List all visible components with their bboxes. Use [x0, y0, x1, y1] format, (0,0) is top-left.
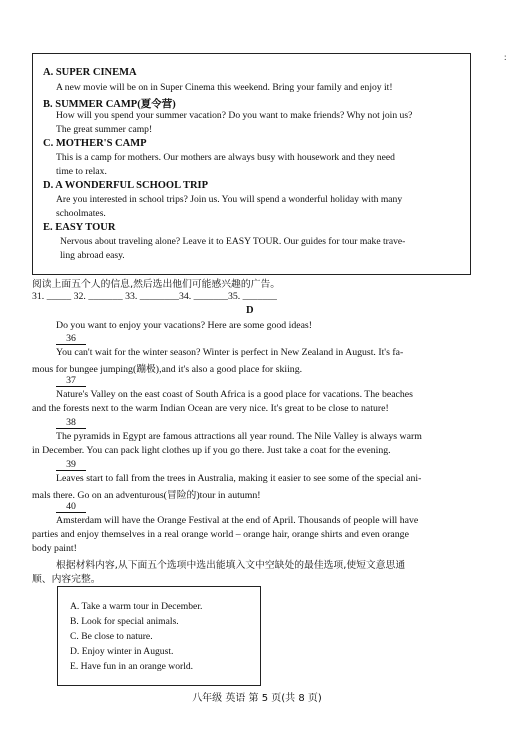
option-c: C. Be close to nature. [70, 631, 153, 642]
margin-mark: : [504, 52, 507, 62]
answer-blanks-31-35: 31. _____ 32. _______ 33. ________34. _______35. _______ [32, 291, 277, 302]
para-4-line-2: mals there. Go on an adventurous(冒险的)tour in autumn! [32, 490, 261, 501]
para-4-line-1: Leaves start to fall from the trees in Australia, making it easier to see some of the special ani- [56, 473, 422, 484]
ads-box [32, 53, 471, 275]
ad-title-d: D. A WONDERFUL SCHOOL TRIP [43, 180, 209, 191]
para-2-line-1: Nature's Valley on the east coast of South Africa is a good place for vacations. The beaches [56, 389, 413, 400]
blank-39: 39 [56, 459, 86, 471]
para-3-line-1: The pyramids in Egypt are famous attractions all year round. The Nile Valley is always warm [56, 431, 422, 442]
section-heading: D [246, 305, 254, 316]
ad-title-c: C. MOTHER'S CAMP [43, 138, 147, 149]
ad-c-line-2: time to relax. [56, 166, 107, 177]
blank-37: 37 [56, 375, 86, 387]
instruction-1: 阅读上面五个人的信息,然后选出他们可能感兴趣的广告。 [32, 279, 281, 290]
ad-title-b: B. SUMMER CAMP(夏令营) [43, 99, 176, 110]
ad-e-line-2: ling abroad easy. [60, 250, 125, 261]
page-footer: 八年级 英语 第 5 页(共 8 页) [192, 693, 322, 704]
blank-40: 40 [56, 501, 86, 513]
ad-b-line-2: The great summer camp! [56, 124, 153, 135]
option-b: B. Look for special animals. [70, 616, 179, 627]
ad-title-e: E. EASY TOUR [43, 222, 116, 233]
instruction-2-line-2: 顺、内容完整。 [32, 574, 101, 585]
options-box [57, 586, 261, 686]
blank-38: 38 [56, 417, 86, 429]
para-3-line-2: in December. You can pack light clothes up if you go there. Just take a coat for the evening. [32, 445, 391, 456]
ad-a-line-1: A new movie will be on in Super Cinema this weekend. Bring your family and enjoy it! [56, 82, 393, 93]
para-5-line-2: parties and enjoy themselves in a real orange world – orange hair, orange shirts and even orange [32, 529, 409, 540]
para-1-line-1: You can't wait for the winter season? Winter is perfect in New Zealand in August. It's fa- [56, 347, 404, 358]
ad-b-line-1: How will you spend your summer vacation? Do you want to make friends? Why not join us? [56, 110, 413, 121]
para-2-line-2: and the forests next to the warm Indian Ocean are very nice. It's great to be close to nature! [32, 403, 389, 414]
option-d: D. Enjoy winter in August. [70, 646, 174, 657]
option-e: E. Have fun in an orange world. [70, 661, 194, 672]
para-5-line-3: body paint! [32, 543, 77, 554]
ad-title-a: A. SUPER CINEMA [43, 67, 137, 78]
passage-intro: Do you want to enjoy your vacations? Here are some good ideas! [56, 320, 313, 331]
blank-36: 36 [56, 333, 86, 345]
para-5-line-1: Amsterdam will have the Orange Festival at the end of April. Thousands of people will have [56, 515, 419, 526]
option-a: A. Take a warm tour in December. [70, 601, 203, 612]
para-1-line-2: mous for bungee jumping(蹦极),and it's also a good place for skiing. [32, 364, 303, 375]
ad-c-line-1: This is a camp for mothers. Our mothers are always busy with housework and they need [56, 152, 395, 163]
instruction-2-line-1: 根据材料内容,从下面五个选项中选出能填入文中空缺处的最佳选项,使短文意思通 [56, 560, 406, 571]
ad-d-line-2: schoolmates. [56, 208, 106, 219]
ad-d-line-1: Are you interested in school trips? Join us. You will spend a wonderful holiday with many [56, 194, 403, 205]
ad-e-line-1: Nervous about traveling alone? Leave it to EASY TOUR. Our guides for tour make trave- [60, 236, 406, 247]
